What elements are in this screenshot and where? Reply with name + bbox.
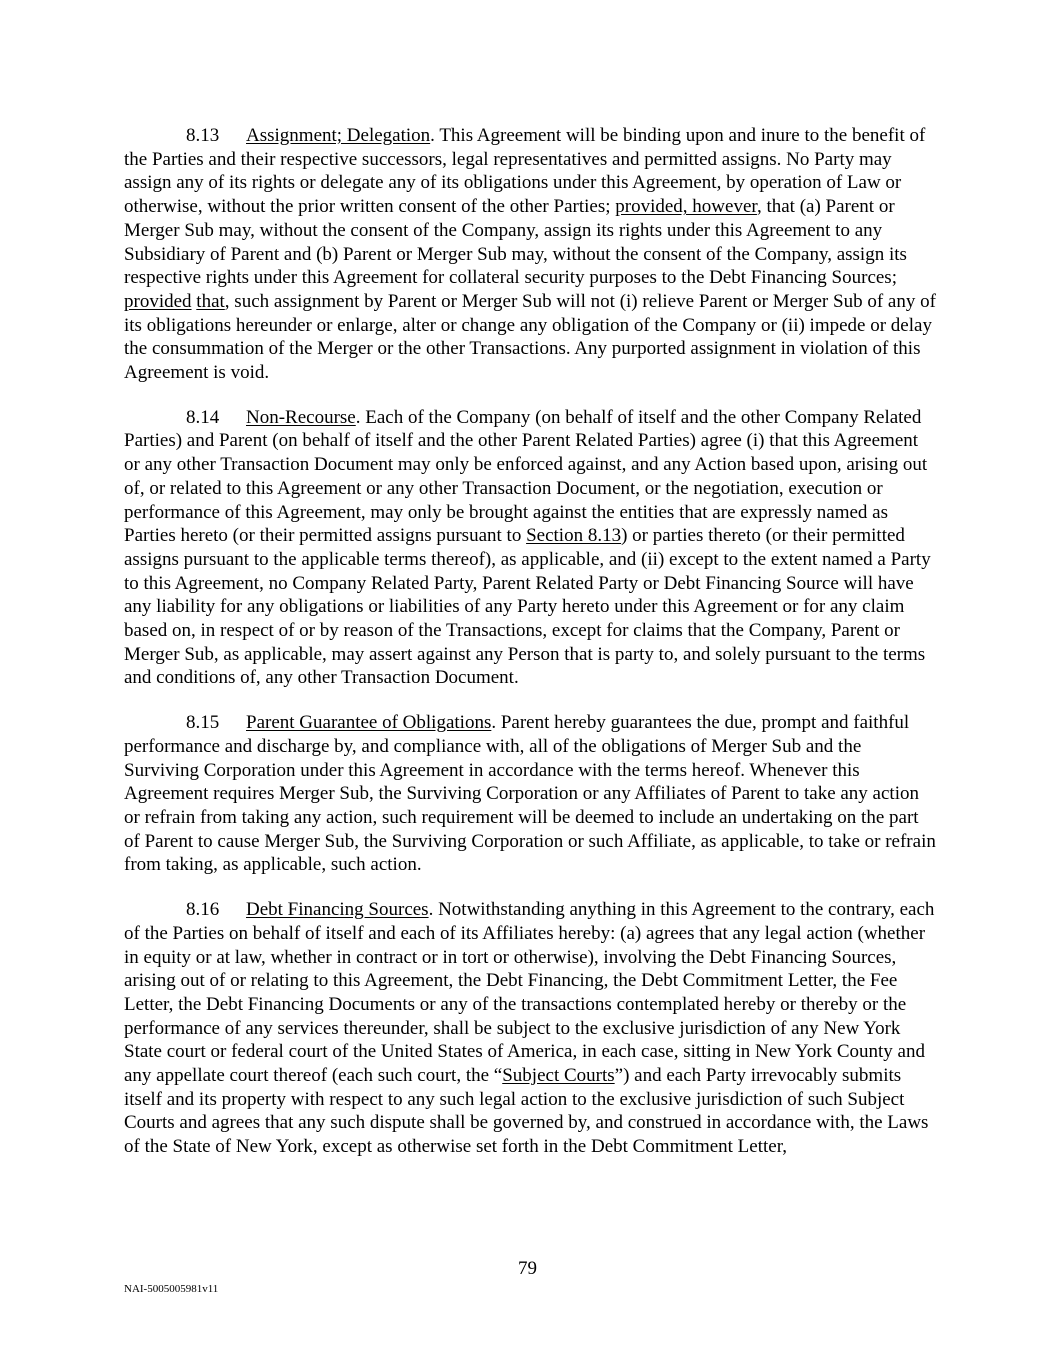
section-text: , such assignment by Parent or Merger Sub will not (i) relieve Parent or Merger Sub of any of its obligations hereunder or enlarge, alter or change any obligation of the Company or (ii) impede or delay the consummation of the Merger or the other Transactions. Any purported assignment in violation of this Agreement is void.: [124, 290, 936, 384]
section-number: 8.13: [186, 125, 220, 146]
section-8-13: [124, 124, 936, 385]
section-text: . Notwithstanding anything in this Agreement to the contrary, each of the Parties on behalf of itself and each of its Affiliates hereby: (a) agrees that any legal action (whether in equity or at law, whether in contract or in tort or otherwise), involving the Debt Financing Sources, arising out of or relating to this Agreement, the Debt Financing, the Debt Commitment Letter, the Fee Letter, the Debt Financing Documents or any of the transactions contemplated hereby or thereby or the performance of any services thereunder, shall be subject to the exclusive jurisdiction of any New York State court or federal court of the United States of America, in each case, sitting in New York County and any appellate court thereof (each such court, the “: [124, 899, 935, 1087]
section-text: . Each of the Company (on behalf of itself and the other Company Related Parties) and Parent (on behalf of itself and the other Parent Related Parties) agree (i) that this Agreement or any other Transaction Document may only be enforced against, and any Action based upon, arising out of, or related to this Agreement or any other Transaction Document, or the negotiation, execution or performance of this Agreement, may only be brought against the entities that are expressly named as Parties hereto (or their permitted assigns pursuant to: [124, 406, 928, 547]
defined-term: provided: [124, 290, 192, 312]
section-heading: Non-Recourse: [246, 406, 356, 428]
page-number: 79: [518, 1258, 537, 1279]
section-8-16: [124, 898, 936, 1159]
section-heading: Assignment; Delegation: [246, 125, 431, 146]
section-number: 8.15: [186, 712, 220, 734]
section-text: ) or parties thereto (or their permitted assigns pursuant to the applicable terms thereof), as applicable, and (ii) except to the extent named a Party to this Agreement, no Company Related Party, Parent Related Party or Debt Financing Source will have any liability for any obligations or liabilities of any Party hereto under this Agreement or for any claim based on, in respect of or by reason of the Transactions, except for claims that the Company, Parent or Merger Sub, as applicable, may assert against any Person that is party to, and solely pursuant to the terms and conditions of, any other Transaction Document.: [124, 525, 931, 689]
section-8-14: [124, 406, 936, 690]
section-text: ”) and each Party irrevocably submits itself and its property with respect to any such legal action to the exclusive jurisdiction of such Subject Courts and agrees that any such dispute shall be governed by, and construed in accordance with, the Laws of the State of New York, except as otherwise set forth in the Debt Commitment Letter,: [124, 1065, 929, 1158]
section-number: 8.16: [186, 899, 220, 921]
section-heading: Parent Guarantee of Obligations: [246, 712, 492, 734]
document-id: NAI-5005005981v11: [124, 1283, 219, 1295]
section-text: . This Agreement will be binding upon and inure to the benefit of the Parties and their respective successors, legal representatives and permitted assigns. No Party may assign any of its rights or delegate any of its obligations under this Agreement, by operation of Law or otherwise, without the prior written consent of the other Parties;: [124, 125, 926, 218]
defined-term: that: [196, 290, 225, 312]
section-text: . Parent hereby guarantees the due, prompt and faithful performance and discharge by, and compliance with, all of the obligations of Merger Sub and the Surviving Corporation under this Agreement in accordance with the terms hereof. Whenever this Agreement requires Merger Sub, the Surviving Corporation or any Affiliates of Parent to take any action or refrain from taking any action, such requirement will be deemed to include an undertaking on the part of Parent to cause Merger Sub, the Surviving Corporation or such Affiliate, as applicable, to take or refrain from taking, as applicable, such action.: [124, 712, 936, 876]
section-reference: Section 8.13: [526, 525, 622, 547]
document-body: [124, 124, 936, 1180]
defined-term: provided, however: [615, 196, 757, 218]
section-8-15: [124, 711, 936, 877]
section-heading: Debt Financing Sources: [246, 899, 429, 921]
defined-term: Subject Courts: [502, 1065, 615, 1087]
section-number: 8.14: [186, 406, 220, 428]
section-text: , that (a) Parent or Merger Sub may, without the consent of the Company, assign its rights under this Agreement to any Subsidiary of Parent and (b) Parent or Merger Sub may, without the consent of the Company, assign its respective rights under this Agreement for collateral security purposes to the Debt Financing Sources;: [124, 196, 907, 289]
